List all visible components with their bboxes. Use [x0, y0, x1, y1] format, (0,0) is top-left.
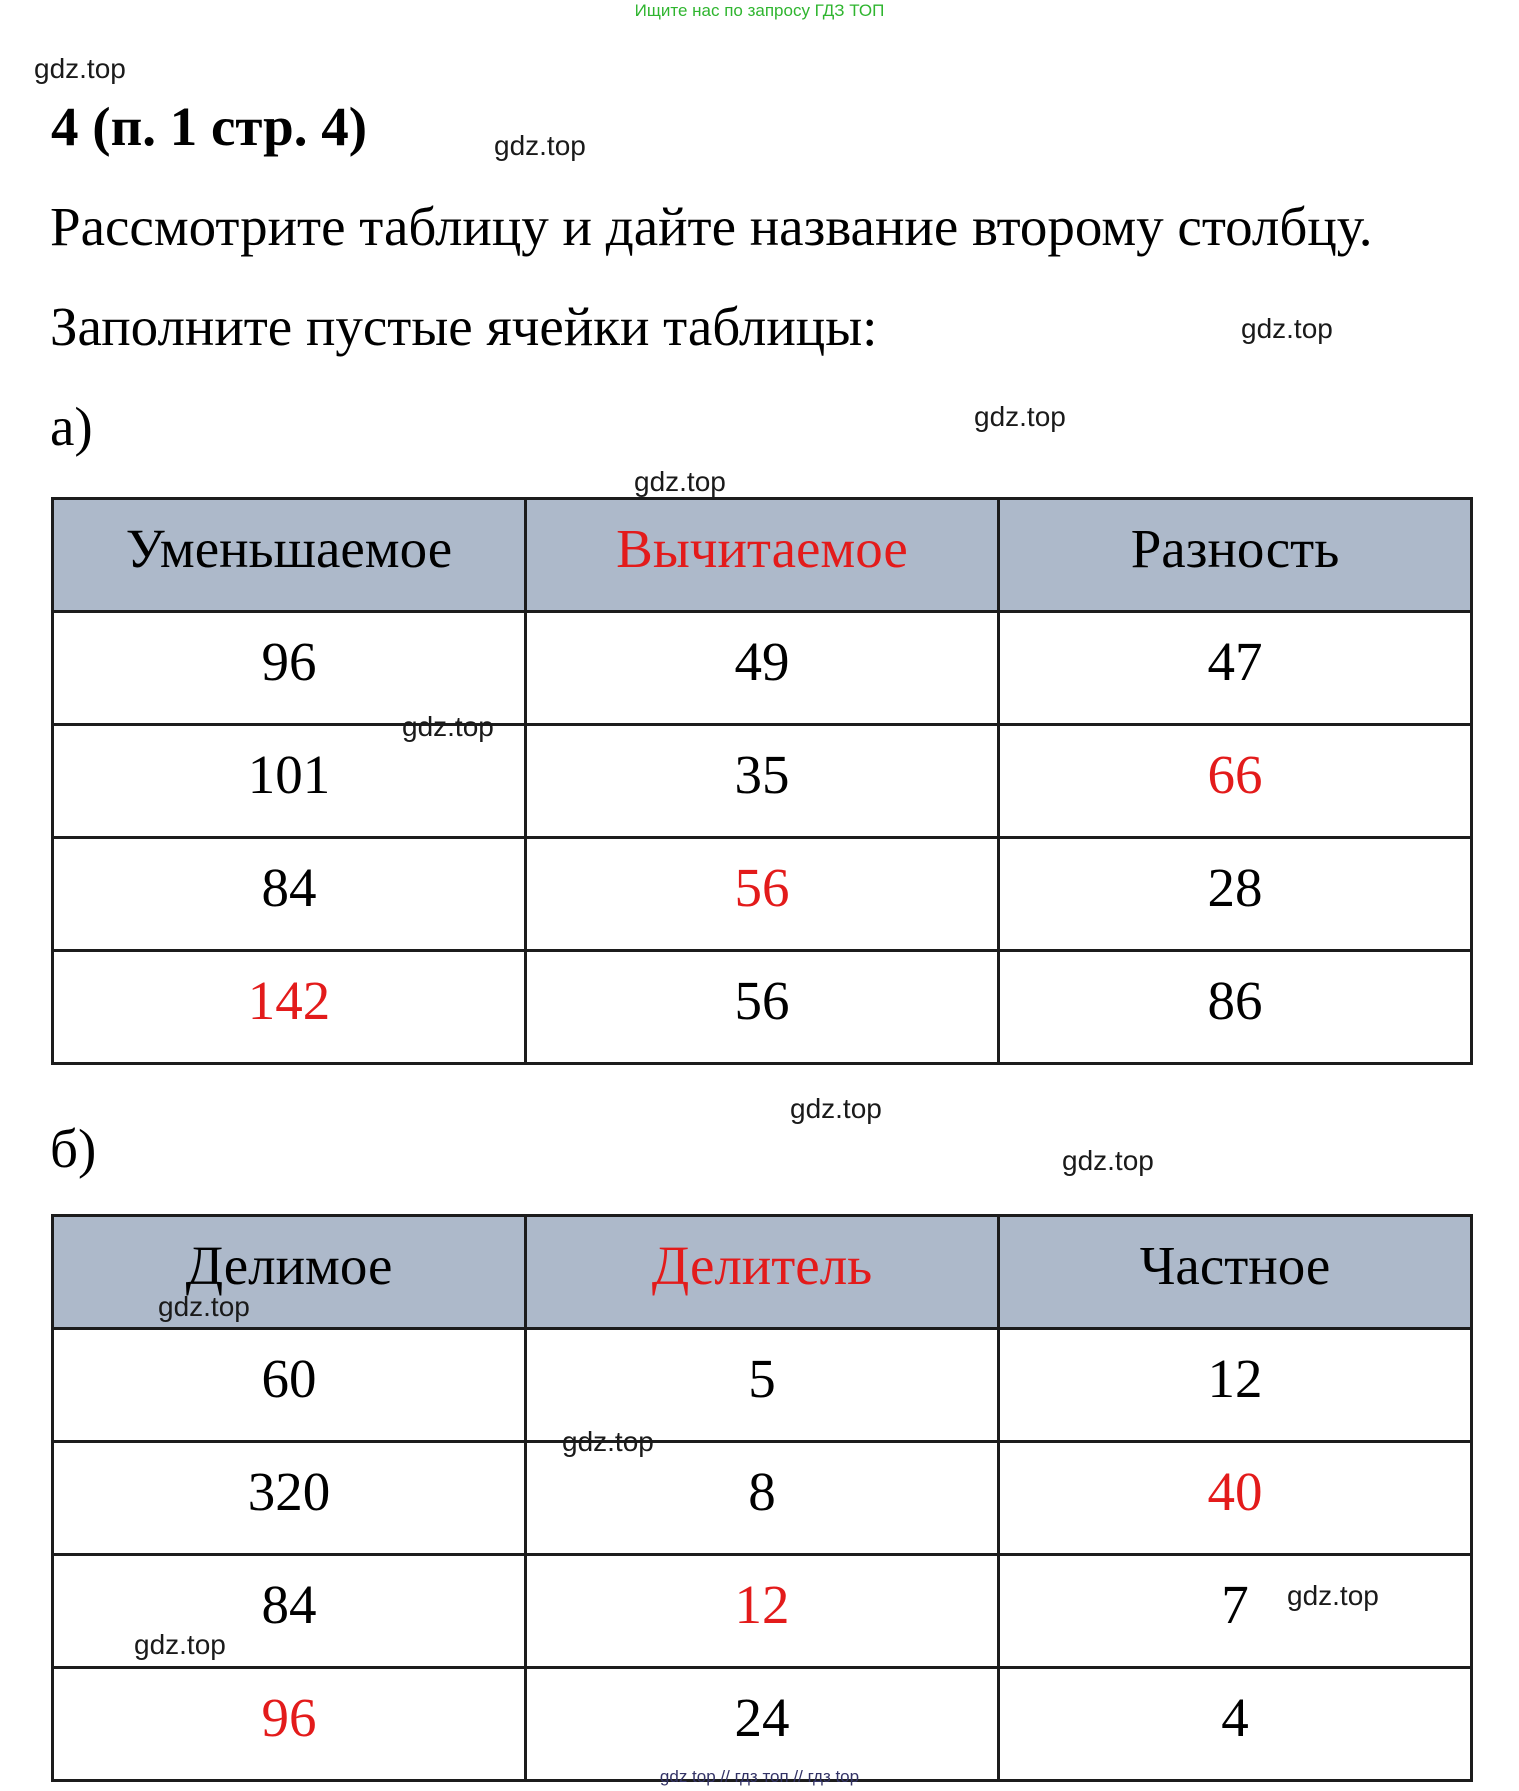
table-cell: 12 [999, 1329, 1472, 1442]
table-cell: 4 [999, 1668, 1472, 1781]
answer-cell: 40 [999, 1442, 1472, 1555]
answer-cell: 56 [526, 838, 999, 951]
table-cell: 101 [53, 725, 526, 838]
header-divisor: Делитель [526, 1216, 999, 1329]
table-cell: 84 [53, 838, 526, 951]
part-b-label: б) [50, 1118, 97, 1179]
table-header-row [53, 1216, 1472, 1329]
table-row [53, 1555, 1472, 1668]
table-cell: 49 [526, 612, 999, 725]
table-cell: 24 [526, 1668, 999, 1781]
watermark: gdz.top [634, 466, 726, 497]
table-row [53, 612, 1472, 725]
table-cell: 56 [526, 951, 999, 1064]
table-cell: 8 [526, 1442, 999, 1555]
table-cell: 84 [53, 1555, 526, 1668]
footer-links[interactable]: gdz top // гдз топ // гдз top [659, 1767, 860, 1786]
answer-cell: 142 [53, 951, 526, 1064]
watermark: gdz.top [158, 1291, 250, 1322]
watermark: gdz.top [134, 1629, 226, 1660]
watermark: gdz.top [1287, 1580, 1379, 1611]
header-subtrahend: Вычитаемое [526, 499, 999, 612]
table-row [53, 838, 1472, 951]
table-row [53, 1442, 1472, 1555]
watermark: gdz.top [1241, 313, 1333, 344]
table-cell: 86 [999, 951, 1472, 1064]
instruction-1: Рассмотрите таблицу и дайте название второму столбцу. [50, 196, 1373, 257]
watermark: gdz.top [790, 1093, 882, 1124]
table-row [53, 1668, 1472, 1781]
watermark: gdz.top [494, 130, 586, 161]
answer-cell: 66 [999, 725, 1472, 838]
answer-cell: 96 [53, 1668, 526, 1781]
table-cell: 96 [53, 612, 526, 725]
table-cell: 35 [526, 725, 999, 838]
watermark: gdz.top [1062, 1145, 1154, 1176]
header-dividend: Делимое [53, 1216, 526, 1329]
task-title: 4 (п. 1 стр. 4) [51, 96, 368, 157]
table-row [53, 951, 1472, 1064]
table-cell: 60 [53, 1329, 526, 1442]
table-cell: 47 [999, 612, 1472, 725]
watermark: gdz.top [562, 1426, 654, 1457]
watermark: gdz.top [402, 711, 494, 742]
part-a-label: а) [50, 396, 93, 457]
header-minuend: Уменьшаемое [53, 499, 526, 612]
table-header-row [53, 499, 1472, 612]
division-table [51, 1214, 1473, 1782]
instruction-2: Заполните пустые ячейки таблицы: [50, 296, 878, 357]
header-difference: Разность [999, 499, 1472, 612]
header-quotient: Частное [999, 1216, 1472, 1329]
table-row [53, 725, 1472, 838]
table-row [53, 1329, 1472, 1442]
promo-banner[interactable]: Ищите нас по запросу ГДЗ ТОП [634, 1, 885, 20]
table-cell: 5 [526, 1329, 999, 1442]
watermark: gdz.top [34, 53, 126, 84]
watermark: gdz.top [974, 401, 1066, 432]
table-cell: 7 [999, 1555, 1472, 1668]
subtraction-table [51, 497, 1473, 1065]
answer-cell: 12 [526, 1555, 999, 1668]
table-cell: 320 [53, 1442, 526, 1555]
table-cell: 28 [999, 838, 1472, 951]
